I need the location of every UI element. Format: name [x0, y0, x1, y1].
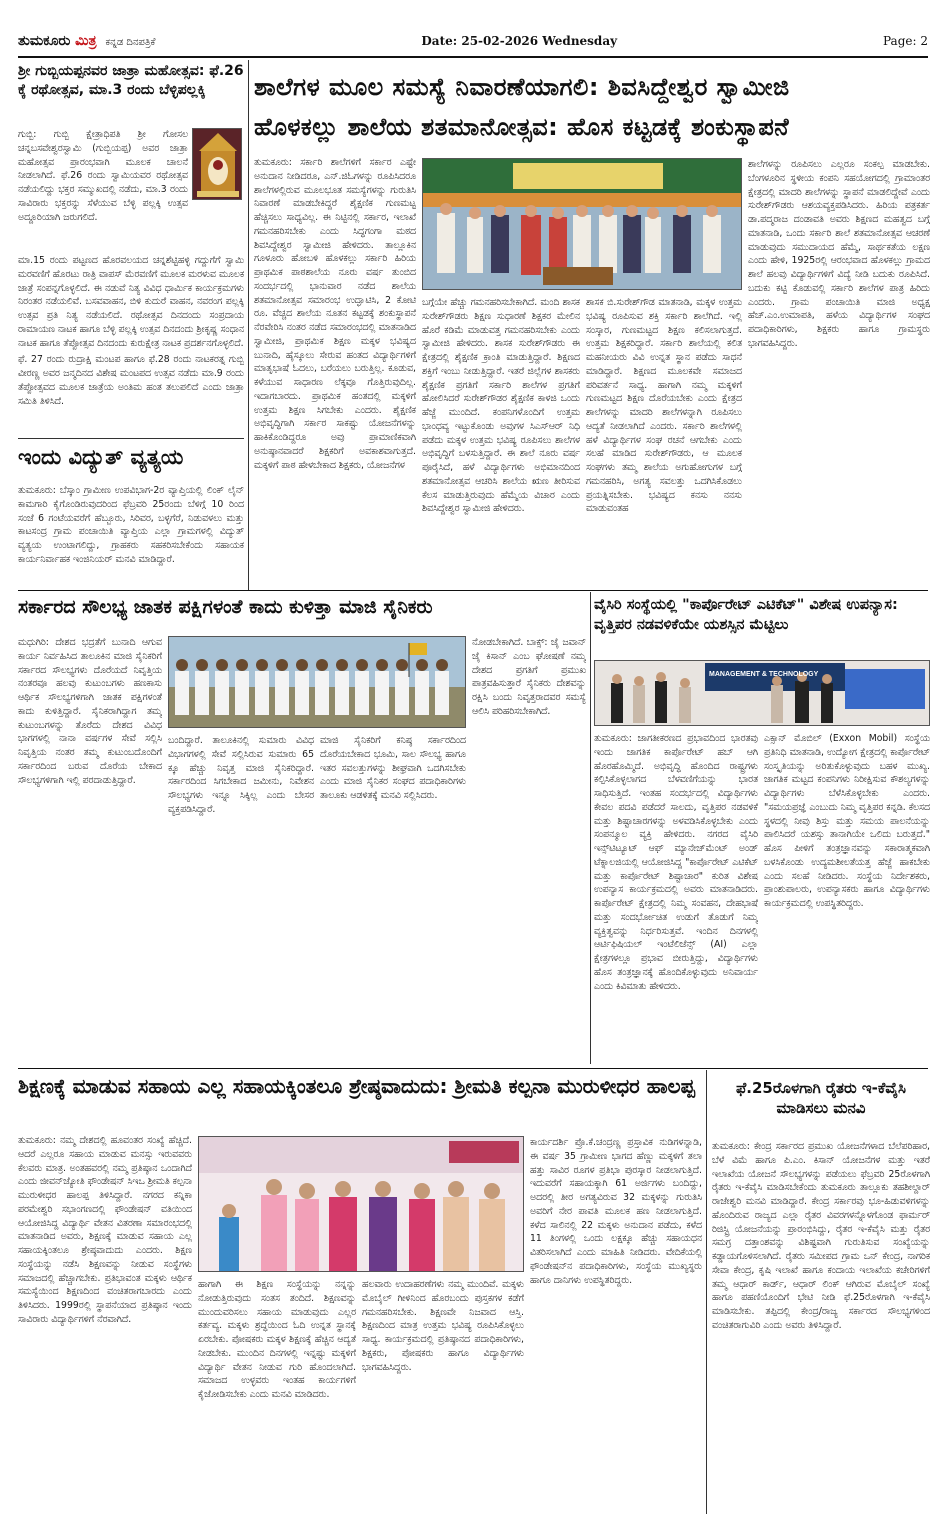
corporate-photo — [594, 660, 930, 726]
temple-paragraph-1: ಮಾ.15 ರಂದು ಪಟ್ಟಣದ ಹೊರವಲಯದ ಚನ್ನಶೆಟ್ಟಿಹಳ್ಳಿ ಗದ್ದುಗೆಗೆ ಸ್ವಾಮಿ ಮರವಣಿಗೆ ಹೊರಟು ರಾತ್ರಿ ವಾಪಸ್ ಮೆರವಣಿಗೆ ಮೂಲಕ ಮರಳುವ ಮೂಲಕ ಜಾತ್ರೆ ಸಂಪನ್ನಗೊಳ್ಳಲಿದೆ. ಈ ನಡುವೆ ನಿತ್ಯ ವಿವಿಧ ಧಾರ್ಮಿಕ ಕಾರ್ಯಕ್ರಮಗಳು ನಿರಂತರ ನಡೆಯಲಿವೆ. ಬಸವವಾಹನ, ಬಿಳಿ ಕುದುರೆ ವಾಹನ, ನವರಂಗ ಪಲ್ಲಕ್ಕಿ ಉತ್ಸವ ಪ್ರತಿ ನಿತ್ಯ ನಡೆಯಲಿದೆ. ರಥೋತ್ಸವ ದಿನದಂದು ಸಂಪ್ರದಾಯ ರಾಮಾಯಣ ನಾಟಕ ಹಾಗೂ ಬೆಳ್ಳಿ ಪಲ್ಲಕ್ಕಿ ಉತ್ಸವ ದಿನದಂದು ಶ್ರೀಕೃಷ್ಣ ಸಂಧಾನ ನಾಟಕ ಹಾಗೂ ತೆಪ್ಪೋತ್ಸವ ದಿನದಂದು ಕುರುಕ್ಷೇತ್ರ ನಾಟಕ ಪ್ರದರ್ಶನಗೊಳ್ಳಲಿದೆ. — [18, 255, 244, 349]
section-rule-2 — [18, 1068, 928, 1069]
soldier-column-2: ಬಂದಿದ್ದಾರೆ. ತಾಲೂಕಿನಲ್ಲಿ ಸುಮಾರು ವಿವಿಧ ವಿಭಾಗಗಳಲ್ಲಿ ಸೇವೆ ಸಲ್ಲಿಸಿರುವ ಸುಮಾರು 65 ಕ್ಕೂ ಹೆಚ್ಚು ನಿವೃತ್ತ ಮಾಜಿ ಸೈನಿಕರಿದ್ದಾರೆ. ಸರ್ಕಾರದಿಂದ ಸಿಗಬೇಕಾದ ಜಮೀನು, ನಿವೇಶನ ಸೌಲಭ್ಯಗಳು ಇನ್ನೂ ಸಿಕ್ಕಿಲ್ಲ ಎಂದು ಬೇಸರ ವ್ಯಕ್ತಪಡಿಸಿದ್ದಾರೆ. — [168, 735, 314, 815]
brand-left: ತುಮಕೂರು — [18, 33, 71, 49]
education-column-1: ತುಮಕೂರು: ನಮ್ಮ ದೇಶದಲ್ಲಿ ಹೂವಂತರ ಸಂಖ್ಯೆ ಹೆಚ್ಚಿದೆ. ಆದರೆ ಎಲ್ಲರೂ ಸಹಾಯ ಮಾಡುವ ಮನಸ್ಸು ಇರುವವರು ಕೆಲವರು ಮಾತ್ರ. ಅಂತಹವರಲ್ಲಿ ನಮ್ಮ ಪ್ರತಿಷ್ಠಾನ ಒಂದಾಗಿದೆ ಎಂದು ಜೀವನ್‌ಜ್ಯೋತಿ ಫೌಂಡೇಷನ್ ಸಿಇಒ ಶ್ರೀಮತಿ ಕಲ್ಪನಾ ಮುರುಳೀಧರ ಹಾಲಪ್ಪ ತಿಳಿಸಿದ್ದಾರೆ. ನಗರದ ಕನ್ನಿಕಾ ಪರಮೇಶ್ವರಿ ಸಭಾಂಗಣದಲ್ಲಿ ಫೌಂಡೇಷನ್ ವತಿಯಿಂದ ಆಯೋಜಿಸಿದ್ದ ವಿದ್ಯಾರ್ಥಿ ವೇತನ ವಿತರಣಾ ಸಮಾರಂಭದಲ್ಲಿ ಮಾತನಾಡಿದ ಅವರು, ಶಿಕ್ಷಣಕ್ಕೆ ಮಾಡುವ ಸಹಾಯ ಎಲ್ಲ ಸಹಾಯಕ್ಕಿಂತಲೂ ಶ್ರೇಷ್ಠವಾದುದು ಎಂದರು. ಶಿಕ್ಷಣ ಸಂಸ್ಥೆಯನ್ನು ನಡೆಸಿ ಶಿಕ್ಷಣವನ್ನು ನೀಡುವ ಸಂಸ್ಥೆಗಳು ಸಮಾಜದಲ್ಲಿ ಹೆಚ್ಚಾಗಬೇಕು. ಪ್ರತಿಭಾವಂತ ಮಕ್ಕಳು ಆರ್ಥಿಕ ಸಮಸ್ಯೆಯಿಂದ ಶಿಕ್ಷಣದಿಂದ ವಂಚಿತರಾಗಬಾರದು ಎಂದು ತಿಳಿಸಿದರು. 1999ರಲ್ಲಿ ಸ್ಥಾಪನೆಯಾದ ಪ್ರತಿಷ್ಠಾನ ಇಂದು ಸಾವಿರಾರು ವಿದ್ಯಾರ್ಥಿಗಳಿಗೆ ನೆರವಾಗಿದೆ. — [18, 1135, 192, 1325]
education-column-4: ಕಾರ್ಯದರ್ಶಿ ಪ್ರೊ.ಕೆ.ಚಂದ್ರಣ್ಣ ಪ್ರಸ್ತಾವಿಕ ನುಡಿಗಳನ್ನಾಡಿ, ಈ ವರ್ಷ 35 ಗ್ರಾಮೀಣ ಭಾಗದ ಹೆಣ್ಣು ಮಕ್ಕಳಿಗೆ ತಲಾ ಹತ್ತು ಸಾವಿರ ರೂಗಳ ಪ್ರತಿಭಾ ಪುರಸ್ಕಾರ ನೀಡಲಾಗುತ್ತಿದೆ. ಇದುವರೆಗೆ ಸಹಾಯಕ್ಕಾಗಿ 61 ಅರ್ಜಿಗಳು ಬಂದಿದ್ದು, ಅದರಲ್ಲಿ ತೀರ ಅಗತ್ಯವಿರುವ 32 ಮಕ್ಕಳನ್ನು ಗುರುತಿಸಿ ಅವರಿಗೆ ನೇರ ಪಾವತಿ ಮೂಲಕ ಹಣ ನೀಡಲಾಗುತ್ತಿದೆ. ಕಳೆದ ಸಾಲಿನಲ್ಲಿ 22 ಮಕ್ಕಳು ಅನುದಾನ ಪಡೆದು, ಕಳೆದ 11 ತಿಂಗಳಲ್ಲಿ ಒಂದು ಲಕ್ಷಕ್ಕೂ ಹೆಚ್ಚು ಸಹಾಯಧನ ವಿತರಿಸಲಾಗಿದೆ ಎಂದು ಮಾಹಿತಿ ನೀಡಿದರು. ವೇದಿಕೆಯಲ್ಲಿ ಫೌಂಡೇಷನ್‌ನ ಪದಾಧಿಕಾರಿಗಳು, ಸಂಸ್ಥೆಯ ಮುಖ್ಯಸ್ಥರು ಹಾಗೂ ದಾನಿಗಳು ಉಪಸ್ಥಿತರಿದ್ದರು. — [530, 1137, 702, 1286]
masthead-rule — [18, 56, 928, 58]
school-headline-2: ಹೊಳಕಲ್ಲು ಶಾಲೆಯ ಶತಮಾನೋತ್ಸವ: ಹೊಸ ಕಟ್ಟಡಕ್ಕೆ ಶಂಕುಸ್ಥಾಪನೆ — [254, 113, 790, 141]
school-event-photo — [422, 158, 742, 290]
corporate-headline: ವೈಸಿರಿ ಸಂಸ್ಥೆಯಲ್ಲಿ "ಕಾರ್ಪೊರೇಟ್ ಎಟಿಕೆಟ್" ವಿಶೇಷ ಉಪನ್ಯಾಸ: ವೃತ್ತಿಪರ ನಡವಳಿಕೆಯೇ ಯಶಸ್ಸಿನ ಮೆಟ್ಟಿಲು — [594, 597, 898, 633]
education-column-2: ಹಾಗಾಗಿ ಈ ಶಿಕ್ಷಣ ಸಂಸ್ಥೆಯನ್ನು ನನ್ನನ್ನು ನೋಡುತ್ತಿರುವುದು ಸಂತಸ ತಂದಿದೆ. ಶಿಕ್ಷಣವನ್ನು ಮುಂದುವರಿಸಲು ಸಹಾಯ ಮಾಡುವುದು ಎಲ್ಲರ ಕರ್ತವ್ಯ. ಮಕ್ಕಳು ಶ್ರದ್ಧೆಯಿಂದ ಓದಿ ಉನ್ನತ ಸ್ಥಾನಕ್ಕೆ ಏರಬೇಕು. ಪೋಷಕರು ಮಕ್ಕಳ ಶಿಕ್ಷಣಕ್ಕೆ ಹೆಚ್ಚಿನ ಆದ್ಯತೆ ನೀಡಬೇಕು. ಮುಂದಿನ ದಿನಗಳಲ್ಲಿ ಇನ್ನಷ್ಟು ಮಕ್ಕಳಿಗೆ ವಿದ್ಯಾರ್ಥಿ ವೇತನ ನೀಡುವ ಗುರಿ ಹೊಂದಲಾಗಿದೆ. ಸಮಾಜದ ಉಳ್ಳವರು ಇಂತಹ ಕಾರ್ಯಗಳಿಗೆ ಕೈಜೋಡಿಸಬೇಕು ಎಂದು ಮನವಿ ಮಾಡಿದರು. — [198, 1279, 356, 1400]
power-headline: ಇಂದು ವಿದ್ಯುತ್ ವ್ಯತ್ಯಯ — [18, 445, 184, 469]
brand-right: ಮಿತ್ರ — [75, 33, 97, 49]
temple-intro: ಗುಬ್ಬಿ: ಗುಬ್ಬಿ ಕ್ಷೇತ್ರಾಧಿಪತಿ ಶ್ರೀ ಗೋಸಲ ಚನ್ನಬಸವೇಶ್ವರಸ್ವಾಮಿ (ಗುಬ್ಬಿಯಪ್ಪ) ಅವರ ಜಾತ್ರಾ ಮಹೋತ್ಸವ ಪ್ರಾರಂಭವಾಗಿ ಮೂಲಕ ಚಾಲನೆ ನೀಡಲಾಗಿದೆ. ಫೆ.26 ರಂದು ಸ್ವಾಮಿಯವರ ರಥೋತ್ಸವ ನಡೆಯಲಿದ್ದು ಭಕ್ತರ ಸಮ್ಮುಖದಲ್ಲಿ ನಡೆದು, ಮಾ.3 ರಂದು ಸಾವಿರಾರು ಭಕ್ತರನ್ನು ಸೆಳೆಯುವ ಬೆಳ್ಳಿ ಪಲ್ಲಕ್ಕಿ ಉತ್ಸವ ಅದ್ದೂರಿಯಾಗಿ ಜರುಗಲಿದೆ. — [18, 129, 188, 223]
soldier-column-4: ನೋಡಬೇಕಾಗಿದೆ. ಬಾಕ್ಸ್: ಜೈ ಜವಾನ್ ಜೈ ಕಿಸಾನ್ ಎಂಬ ಘೋಷಣೆ ನಮ್ಮ ದೇಶದ ಪ್ರಗತಿಗೆ ಪ್ರಮುಖ ಪಾತ್ರವಹಿಸುತ್ತಾರೆ ಸೈನಿಕರು ದೇಶವನ್ನು ರಕ್ಷಿಸಿ ಬಂದು ನಿವೃತ್ತರಾದವರ ಸಮಸ್ಯೆ ಆಲಿಸಿ ಪರಿಹರಿಸಬೇಕಾಗಿದೆ. — [472, 637, 586, 717]
column-divider-3 — [706, 1070, 707, 1514]
soldier-column-3: ಮಾಜಿ ಸೈನಿಕರಿಗೆ ಕನಿಷ್ಠ ಸರ್ಕಾರದಿಂದ ದೊರೆಯಬೇಕಾದ ಭೂಮಿ, ಸಾಲ ಸೌಲಭ್ಯ ಹಾಗೂ ಇತರ ಸವಲತ್ತುಗಳನ್ನು ಶೀಘ್ರವಾಗಿ ಒದಗಿಸಬೇಕು ಎಂದು ಮಾಜಿ ಸೈನಿಕರ ಸಂಘದ ಪದಾಧಿಕಾರಿಗಳು ತಾಲೂಕು ಆಡಳಿತಕ್ಕೆ ಮನವಿ ಸಲ್ಲಿಸಿದರು. — [320, 735, 466, 801]
power-body: ತುಮಕೂರು: ಬೆಸ್ಕಾಂ ಗ್ರಾಮೀಣ ಉಪವಿಭಾಗ-2ರ ವ್ಯಾಪ್ತಿಯಲ್ಲಿ ಲಿಂಕ್ ಲೈನ್ ಕಾಮಗಾರಿ ಕೈಗೊಂಡಿರುವುದರಿಂದ ಫೆಬ್ರವರಿ 25ರಂದು ಬೆಳಿಗ್ಗೆ 10 ರಿಂದ ಸಂಜೆ 6 ಗಂಟೆಯವರೆಗೆ ಹೆಬ್ಬೂರು, ಸಿರಿವರ, ಬಳ್ಳಗೆರೆ, ನಿಡುವಳಲು ಮತ್ತು ಕಾಟಸಂದ್ರ ಗ್ರಾಮ ಪಂಚಾಯಿತಿ ವ್ಯಾಪ್ತಿಯ ಎಲ್ಲಾ ಗ್ರಾಮಗಳಲ್ಲಿ ವಿದ್ಯುತ್ ವ್ಯತ್ಯಯ ಉಂಟಾಗಲಿದ್ದು, ಗ್ರಾಹಕರು ಸಹಕರಿಸಬೇಕೆಂದು ಸಹಾಯಕ ಕಾರ್ಯನಿರ್ವಾಹಕ ಇಂಜಿನಿಯರ್ ಮನವಿ ಮಾಡಿದ್ದಾರೆ. — [18, 485, 244, 565]
temple-headline: ಶ್ರೀ ಗುಬ್ಬಿಯಪ್ಪನವರ ಜಾತ್ರಾ ಮಹೋತ್ಸವ: ಫೆ.26 ಕ್ಕೆ ರಥೋತ್ಸವ, ಮಾ.3 ರಂದು ಬೆಳ್ಳಿಪಲ್ಲಕ್ಕಿ — [18, 63, 244, 98]
temple-paragraph-2: ಫೆ. 27 ರಂದು ರುದ್ರಾಕ್ಷಿ ಮಂಟಪ ಹಾಗೂ ಫೆ.28 ರಂದು ನಾಟಕರತ್ನ ಗುಬ್ಬಿ ವೀರಣ್ಣ ಅವರ ಜನ್ಮದಿನದ ವಿಶೇಷ ಮಂಟಪದ ಉತ್ಸವ ನಡೆದು ಮಾ.9 ರಂದು ತೆಪ್ಪೋತ್ಸವದ ಮೂಲಕ ಜಾತ್ರೆಯ ಅಂತಿಮ ಹಂತ ತಲುಪಲಿದೆ ಎಂದು ಜಾತ್ರಾ ಸಮಿತಿ ತಿಳಿಸಿದೆ. — [18, 354, 244, 407]
issue-date: Date: 25-02-2026 Wednesday — [421, 34, 618, 48]
farmers-headline: ಫೆ.25ರೊಳಗಾಗಿ ರೈತರು ಇ-ಕೆವೈಸಿ ಮಾಡಿಸಲು ಮನವಿ — [736, 1079, 906, 1118]
school-column-1: ತುಮಕೂರು: ಸರ್ಕಾರಿ ಶಾಲೆಗಳಿಗೆ ಸರ್ಕಾರ ಎಷ್ಟೇ ಅನುದಾನ ನೀಡಿದರೂ, ಎನ್.ಜಿಓಗಳನ್ನು ರೂಪಿಸಿದರೂ ಶಾಲೆಗಳಲ್ಲಿರುವ ಮೂಲಭೂತ ಸಮಸ್ಯೆಗಳನ್ನು ಗುರುತಿಸಿ ನಿವಾರಣೆ ಮಾಡಬೇಕಿದ್ದರೆ ಶೈಕ್ಷಣಿಕ ಗುಣಮಟ್ಟ ಹೆಚ್ಚಿಸಲು ಸಾಧ್ಯವಿಲ್ಲ. ಈ ನಿಟ್ಟಿನಲ್ಲಿ ಸರ್ಕಾರ, ಇಲಾಖೆ ಗಮನಹರಿಸಬೇಕು ಎಂದು ಸಿದ್ಧಗಂಗಾ ಮಠದ ಶಿವಸಿದ್ದೇಶ್ವರ ಸ್ವಾಮೀಜಿ ಹೇಳಿದರು. ತಾಲ್ಲೂಕಿನ ಗೂಳೂರು ಹೋಬಳಿ ಹೊಳಕಲ್ಲು ಸರ್ಕಾರಿ ಹಿರಿಯ ಪ್ರಾಥಮಿಕ ಪಾಠಶಾಲೆಯ ನೂರು ವರ್ಷ ತುಂಬಿದ ಸಂದರ್ಭದಲ್ಲಿ ಭಾನುವಾರ ನಡೆದ ಶಾಲೆಯ ಶತಮಾನೋತ್ಸವ ಸಮಾರಂಭ ಉದ್ಘಾಟಿಸಿ, 2 ಕೋಟಿ ರೂ. ವೆಚ್ಚದ ಶಾಲೆಯ ನೂತನ ಕಟ್ಟಡಕ್ಕೆ ಶಂಕುಸ್ಥಾಪನೆ ನೆರವೇರಿಸಿ ನಂತರ ನಡೆದ ಸಮಾರಂಭದಲ್ಲಿ ಮಾತನಾಡಿದ ಸ್ವಾಮೀಜಿ, ಪ್ರಾಥಮಿಕ ಶಿಕ್ಷಣ ಮಕ್ಕಳ ಭವಿಷ್ಯದ ಬುನಾದಿ, ಹೈಸ್ಕೂಲು ಸೇರುವ ಹಂತದ ವಿದ್ಯಾರ್ಥಿಗಳಿಗೆ ಮಾತೃಭಾಷೆ ಓದಲು, ಬರೆಯಲು ಬರುತ್ತಿಲ್ಲ. ಕೂಡುವ, ಕಳೆಯುವ ಸಾಧಾರಣ ಲೆಕ್ಕವೂ ಗೊತ್ತಿರುವುದಿಲ್ಲ. ಇದಾಗಬಾರದು. ಪ್ರಾಥಮಿಕ ಹಂತದಲ್ಲಿ ಮಕ್ಕಳಿಗೆ ಉತ್ತಮ ಶಿಕ್ಷಣ ಸಿಗಬೇಕು ಎಂದರು. ಶೈಕ್ಷಣಿಕ ಅಭಿವೃದ್ಧಿಗಾಗಿ ಸರ್ಕಾರ ಸಾಕಷ್ಟು ಯೋಜನೆಗಳನ್ನು ಹಾಕಿಕೊಂಡಿದ್ದರೂ ಅವು ಪ್ರಾಮಾಣಿಕವಾಗಿ ಅನುಷ್ಠಾನವಾದರೆ ಶಿಕ್ಷಕರಿಗೆ ಅವಕಾಶವಾಗುತ್ತದೆ. ಮಕ್ಕಳಿಗೆ ಪಾಠ ಹೇಳಬೇಕಾದ ಶಿಕ್ಷಕರು, ಯೋಜನೆಗಳ — [254, 157, 416, 471]
soldier-column-1: ಮಧುಗಿರಿ: ದೇಶದ ಭದ್ರತೆಗೆ ಬುನಾದಿ ಆಗುವ ಕಾರ್ಯ ನಿರ್ವಹಿಸಿದ ತಾಲೂಕಿನ ಮಾಜಿ ಸೈನಿಕರಿಗೆ ಸರ್ಕಾರದ ಸೌಲಭ್ಯಗಳು ದೊರೆಯದೆ ನಿವೃತ್ತಿಯ ನಂತರವೂ ಹಲವು ಕುಟುಂಬಗಳು ಹಣಕಾಸು ಆರ್ಥಿಕ ಸೌಲಭ್ಯಗಳಿಗಾಗಿ ಜಾತಕ ಪಕ್ಷಿಗಳಂತೆ ಕಾದು ಕುಳಿತ್ತಿದ್ದಾರೆ. ಸೈನಿಕರಾಗಿದ್ದಾಗ ತಮ್ಮ ಕುಟುಂಬಗಳನ್ನು ತೊರೆದು ದೇಶದ ವಿವಿಧ ಭಾಗಗಳಲ್ಲಿ ನಾನಾ ವರ್ಷಗಳ ಸೇವೆ ಸಲ್ಲಿಸಿ ನಿವೃತ್ತಿಯ ನಂತರ ತಮ್ಮ ಕುಟುಂಬದೊಂದಿಗೆ ಸರ್ಕಾರದಿಂದ ಬರುವ ದೊರೆಯ ಬೇಕಾದ ಸೌಲಭ್ಯಗಳಿಗಾಗಿ ಇಲ್ಲಿ ಪರದಾಡುತ್ತಿದ್ದಾರೆ. — [18, 637, 162, 786]
farmers-body: ತುಮಕೂರು: ಕೇಂದ್ರ ಸರ್ಕಾರದ ಪ್ರಮುಖ ಯೋಜನೆಗಳಾದ ಬೆಲೆಪರಿಹಾರ, ಬೆಳೆ ವಿಮೆ ಹಾಗೂ ಪಿ.ಎಂ. ಕಿಸಾನ್ ಯೋಜನೆಗಳ ಮತ್ತು ಇತರೆ ಇಲಾಖೆಯ ಯೋಜನೆ ಸೌಲಭ್ಯಗಳನ್ನು ಪಡೆಯಲು ಫೆಬ್ರವರಿ 25ರೊಳಗಾಗಿ ರೈತರು ಇ-ಕೆವೈಸಿ ಮಾಡಿಸಬೇಕೆಂದು ತುಮಕೂರು ತಾಲ್ಲೂಕು ತಹಶೀಲ್ದಾರ್ ರಾಜೇಶ್ವರಿ ಮನವಿ ಮಾಡಿದ್ದಾರೆ. ಕೇಂದ್ರ ಸರ್ಕಾರವು ಭೂ-ಹಿಡುವಳಿಗಳನ್ನು ಹೊಂದಿರುವ ರಾಜ್ಯದ ಎಲ್ಲಾ ರೈತರ ವಿವರಗಳನ್ನೊಳಗೊಂಡ ಫಾರ್ಮರ್ ರಿಜಿಸ್ಟ್ರಿ ಯೋಜನೆಯನ್ನು ಪ್ರಾರಂಭಿಸಿದ್ದು, ರೈತರ ಇ-ಕೆವೈಸಿ ಮತ್ತು ರೈತರ ಸಮಗ್ರ ದತ್ತಾಂಶವನ್ನು ವಿಶಿಷ್ಟವಾಗಿ ಗುರುತಿಸುವ ಸಂಖ್ಯೆಯನ್ನು ಕಡ್ಡಾಯಗೊಳಿಸಲಾಗಿದೆ. ರೈತರು ಸಮೀಪದ ಗ್ರಾಮ ಒನ್ ಕೇಂದ್ರ, ನಾಗರಿಕ ಸೇವಾ ಕೇಂದ್ರ, ಕೃಷಿ ಇಲಾಖೆ ಹಾಗೂ ಕಂದಾಯ ಇಲಾಖೆಯ ಕಚೇರಿಗಳಿಗೆ ತಮ್ಮ ಆಧಾರ್ ಕಾರ್ಡ್, ಆಧಾರ್ ಲಿಂಕ್ ಆಗಿರುವ ಮೊಬೈಲ್ ಸಂಖ್ಯೆ ಹಾಗೂ ಪಹಣಿಯೊಂದಿಗೆ ಭೇಟಿ ನೀಡಿ ಫೆ.25ರೊಳಗಾಗಿ ಇ-ಕೆವೈಸಿ ಮಾಡಿಸಬೇಕು. ತಪ್ಪಿದಲ್ಲಿ ಕೇಂದ್ರ/ರಾಜ್ಯ ಸರ್ಕಾರದ ಸೌಲಭ್ಯಗಳಿಂದ ವಂಚಿತರಾಗುವಿರಿ ಎಂದು ಅವರು ತಿಳಿಸಿದ್ದಾರೆ. — [712, 1141, 930, 1331]
column-divider — [248, 60, 249, 590]
page-number: Page: 2 — [883, 34, 928, 48]
soldier-headline: ಸರ್ಕಾರದ ಸೌಲಭ್ಯ ಜಾತಕ ಪಕ್ಷಿಗಳಂತೆ ಕಾದು ಕುಳಿತ್ತಾ ಮಾಜಿ ಸೈನಿಕರು — [18, 596, 433, 618]
veterans-group-photo-icon — [169, 637, 466, 728]
soldier-photo — [168, 636, 466, 728]
seminar-banner-text: MANAGEMENT & TECHNOLOGY — [709, 671, 819, 678]
ceremony-photo-icon — [423, 159, 742, 290]
school-column-3: ಶಾಸಕ ಬಿ.ಸುರೇಶ್‌ಗೌಡ ಮಾತನಾಡಿ, ಮಕ್ಕಳ ಉತ್ತಮ ಭವಿಷ್ಯ ರೂಪಿಸುವ ಶಕ್ತಿ ಸರ್ಕಾರಿ ಶಾಲೆಗಿದೆ. ಇಲ್ಲಿ ಸಂಸ್ಕಾರ, ಗುಣಮಟ್ಟದ ಶಿಕ್ಷಣ ಕಲಿಸಲಾಗುತ್ತದೆ. ಉತ್ತಮ ಶಿಕ್ಷಕರಿದ್ದಾರೆ. ಸರ್ಕಾರಿ ಶಾಲೆಯಲ್ಲಿ ಕಲಿತ ಮಹನೀಯರು ವಿವಿ ಉನ್ನತ ಸ್ಥಾನ ಪಡೆದು ಸಾಧನೆ ಮಾಡಿದ್ದಾರೆ. ಶಿಕ್ಷಣದ ಮೂಲಕವೇ ಸಮಾಜದ ಪರಿವರ್ತನೆ ಸಾಧ್ಯ. ಹಾಗಾಗಿ ನಮ್ಮ ಮಕ್ಕಳಿಗೆ ಗುಣಮಟ್ಟದ ಶಿಕ್ಷಣ ದೊರೆಯಬೇಕು ಎಂದು ಕ್ಷೇತ್ರದ ಶಾಲೆಗಳನ್ನು ಮಾದರಿ ಶಾಲೆಗಳನ್ನಾಗಿ ರೂಪಿಸಲು ಆದ್ಯತೆ ನೀಡಲಾಗಿದೆ ಎಂದರು. ಸರ್ಕಾರಿ ಶಾಲೆಗಳಲ್ಲಿ ಹಳೆ ವಿದ್ಯಾರ್ಥಿಗಳ ಸಂಘ ರಚನೆ ಆಗಬೇಕು ಎಂದು ಸಲಹೆ ಮಾಡಿದ ಸುರೇಶ್‌ಗೌಡರು, ಆ ಮೂಲಕ ಸಂಘಗಳು ತಮ್ಮ ಶಾಲೆಯ ಅಗುಹೋಗುಗಳ ಬಗ್ಗೆ ಗಮನಹರಿಸಿ, ಅಗತ್ಯ ಸವಲತ್ತು ಒದಗಿಸಿಕೊಡಲು ಪ್ರಯತ್ನಿಸಬೇಕು. ಭವಿಷ್ಯದ ಕನಸು ನನಸು ಮಾಡುವಂತಹ — [586, 297, 742, 515]
education-photo — [198, 1136, 524, 1272]
left-divider — [18, 438, 244, 439]
education-column-3: ಹಲವಾರು ಉದಾಹರಣೆಗಳು ನಮ್ಮ ಮುಂದಿವೆ. ಮಕ್ಕಳು ಮೊಬೈಲ್ ಗೀಳಿನಿಂದ ಹೊರಬಂದು ಪುಸ್ತಕಗಳ ಕಡೆಗೆ ಗಮನಹರಿಸಬೇಕು. ಶಿಕ್ಷಣವೇ ನಿಜವಾದ ಆಸ್ತಿ. ಶಿಕ್ಷಣದಿಂದ ಮಾತ್ರ ಉತ್ತಮ ಭವಿಷ್ಯ ರೂಪಿಸಿಕೊಳ್ಳಲು ಸಾಧ್ಯ. ಕಾರ್ಯಕ್ರಮದಲ್ಲಿ ಪ್ರತಿಷ್ಠಾನದ ಪದಾಧಿಕಾರಿಗಳು, ಶಿಕ್ಷಕರು, ಪೋಷಕರು ಹಾಗೂ ವಿದ್ಯಾರ್ಥಿಗಳು ಭಾಗವಹಿಸಿದ್ದರು. — [362, 1279, 524, 1373]
brand-tagline: ಕನ್ನಡ ದಿನಪತ್ರಿಕೆ — [105, 37, 156, 48]
newspaper-brand — [18, 33, 155, 49]
temple-photo — [192, 128, 242, 200]
column-divider-2 — [590, 592, 591, 1064]
education-headline: ಶಿಕ್ಷಣಕ್ಕೆ ಮಾಡುವ ಸಹಾಯ ಎಲ್ಲ ಸಹಾಯಕ್ಕಿಂತಲೂ ಶ್ರೇಷ್ಠವಾದುದು: ಶ್ರೀಮತಿ ಕಲ್ಪನಾ ಮುರುಳೀಧರ ಹಾಲಪ್ಪ — [18, 1074, 695, 1098]
school-column-4: ಶಾಲೆಗಳನ್ನು ರೂಪಿಸಲು ಎಲ್ಲರೂ ಸಂಕಲ್ಪ ಮಾಡಬೇಕು. ಬೆಂಗಳೂರಿನ ಸ್ಥಳೀಯ ಕಂಪನಿ ಸಹಯೋಗದಲ್ಲಿ ಗ್ರಾಮಾಂತರ ಕ್ಷೇತ್ರದಲ್ಲಿ ಮಾದರಿ ಶಾಲೆಗಳನ್ನು ಸ್ಥಾಪನೆ ಮಾಡಲಿದ್ದೇವೆ ಎಂದು ಸುರೇಶ್‌ಗೌಡರು ಆಶಯವ್ಯಕ್ತಪಡಿಸಿದರು. ಹಿರಿಯ ಪತ್ರಕರ್ತ ಡಾ.ಪದ್ಮರಾಜ ದಂಡಾವತಿ ಅವರು ಶಿಕ್ಷಣದ ಮಹತ್ವದ ಬಗ್ಗೆ ಮಾತನಾಡಿ, ಒಂದು ಸರ್ಕಾರಿ ಶಾಲೆ ಶತಮಾನೋತ್ಸವ ಆಚರಣೆ ಮಾಡುವುದು ಸಮುದಾಯದ ಹೆಮ್ಮೆ, ಸಾರ್ಥಕತೆಯ ಲಕ್ಷಣ ಎಂದು ಹೇಳಿ, 1925ರಲ್ಲಿ ಆರಂಭವಾದ ಹೊಳಕಲ್ಲು ಗ್ರಾಮದ ಶಾಲೆ ಹಲವು ವಿದ್ಯಾರ್ಥಿಗಳಿಗೆ ವಿದ್ಯೆ ನೀಡಿ ಬದುಕು ರೂಪಿಸಿದೆ. ಬದುಕು ಕಟ್ಟಿ ಕೊಡುವಲ್ಲಿ ಸರ್ಕಾರಿ ಶಾಲೆಗಳ ಪಾತ್ರ ಹಿರಿದು ಎಂದರು. ಗ್ರಾಮ ಪಂಚಾಯಿತಿ ಮಾಜಿ ಅಧ್ಯಕ್ಷ ಹೆಚ್.ಎಂ.ಉಮಾಪತಿ, ಹಳೆಯ ವಿದ್ಯಾರ್ಥಿಗಳ ಸಂಘದ ಪದಾಧಿಕಾರಿಗಳು, ಶಿಕ್ಷಕರು ಹಾಗೂ ಗ್ರಾಮಸ್ಥರು ಭಾಗವಹಿಸಿದ್ದರು. — [748, 159, 930, 349]
section-rule-1 — [18, 590, 928, 591]
deity-shrine-icon — [193, 129, 242, 200]
corporate-column-1: ತುಮಕೂರು: ಜಾಗತೀಕರಣದ ಪ್ರಭಾವದಿಂದ ಭಾರತವು ಇಂದು ಜಾಗತಿಕ ಕಾರ್ಪೊರೇಟ್ ಹಬ್ ಆಗಿ ಹೊರಹೊಮ್ಮಿದೆ. ಅಭಿವೃದ್ಧಿ ಹೊಂದಿದ ರಾಷ್ಟ್ರಗಳು ಕಲ್ಪಿಸಿಕೊಳ್ಳಲಾಗದ ಬೆಳವಣಿಗೆಯನ್ನು ಭಾರತ ಸಾಧಿಸುತ್ತಿದೆ. ಇಂತಹ ಸಂದರ್ಭದಲ್ಲಿ ವಿದ್ಯಾರ್ಥಿಗಳು ಕೇವಲ ಪದವಿ ಪಡೆದರೆ ಸಾಲದು, ವೃತ್ತಿಪರ ನಡವಳಿಕೆ ಮತ್ತು ಶಿಷ್ಟಾಚಾರಗಳನ್ನು ಅಳವಡಿಸಿಕೊಳ್ಳಬೇಕು ಎಂದು ಸಂಪನ್ಮೂಲ ವ್ಯಕ್ತಿ ಹೇಳಿದರು. ನಗರದ ವೈಸಿರಿ ಇನ್ಸ್‌ಟಿಟ್ಯೂಟ್ ಆಫ್ ಮ್ಯಾನೇಜ್‌ಮೆಂಟ್ ಅಂಡ್ ಟೆಕ್ನಾಲಜಿಯಲ್ಲಿ ಆಯೋಜಿಸಿದ್ದ "ಕಾರ್ಪೊರೇಟ್ ಎಟಿಕೆಟ್ ಮತ್ತು ಕಾರ್ಪೊರೇಟ್ ಶಿಷ್ಟಾಚಾರ" ಕುರಿತ ವಿಶೇಷ ಉಪನ್ಯಾಸ ಕಾರ್ಯಕ್ರಮದಲ್ಲಿ ಅವರು ಮಾತನಾಡಿದರು. ಕಾರ್ಪೊರೇಟ್ ಕ್ಷೇತ್ರದಲ್ಲಿ ನಿಮ್ಮ ಸಂವಹನ, ದೇಹಭಾಷೆ ಮತ್ತು ಸಂದರ್ಭೋಚಿತ ಉಡುಗೆ ತೊಡುಗೆ ನಿಮ್ಮ ವ್ಯಕ್ತಿತ್ವವನ್ನು ನಿರ್ಧರಿಸುತ್ತವೆ. ಇಂದಿನ ದಿನಗಳಲ್ಲಿ ಆರ್ಟಿಫಿಷಿಯಲ್ ಇಂಟೆಲಿಜೆನ್ಸ್ (AI) ಎಲ್ಲಾ ಕ್ಷೇತ್ರಗಳಲ್ಲೂ ಪ್ರಭಾವ ಬೀರುತ್ತಿದ್ದು, ವಿದ್ಯಾರ್ಥಿಗಳು ಹೊಸ ತಂತ್ರಜ್ಞಾನಕ್ಕೆ ಹೊಂದಿಕೊಳ್ಳುವುದು ಅನಿವಾರ್ಯ ಎಂದು ಕಿವಿಮಾತು ಹೇಳಿದರು. — [594, 733, 758, 992]
scholarship-event-photo-icon — [199, 1137, 524, 1272]
masthead — [18, 30, 928, 52]
corporate-column-2: ಎಕ್ಸಾನ್ ಮೊಬಿಲ್ (Exxon Mobil) ಸಂಸ್ಥೆಯ ಪ್ರತಿನಿಧಿ ಮಾತನಾಡಿ, ಉದ್ಯೋಗ ಕ್ಷೇತ್ರದಲ್ಲಿ ಕಾರ್ಪೊರೇಟ್ ಸಂಸ್ಕೃತಿಯನ್ನು ಅರಿತುಕೊಳ್ಳುವುದು ಬಹಳ ಮುಖ್ಯ. ಜಾಗತಿಕ ಮಟ್ಟದ ಕಂಪನಿಗಳು ನಿರೀಕ್ಷಿಸುವ ಕೌಶಲ್ಯಗಳನ್ನು ವಿದ್ಯಾರ್ಥಿಗಳು ಬೆಳೆಸಿಕೊಳ್ಳಬೇಕು ಎಂದರು. "ಸಮಯಪ್ರಜ್ಞೆ ಎಂಬುದು ನಿಮ್ಮ ವೃತ್ತಿಪರ ಕನ್ನಡಿ. ಕೆಲಸದ ಸ್ಥಳದಲ್ಲಿ ನೀವು ಶಿಸ್ತು ಮತ್ತು ಸಮಯ ಪಾಲನೆಯನ್ನು ಪಾಲಿಸಿದರೆ ಯಶಸ್ಸು ತಾನಾಗಿಯೇ ಒಲಿದು ಬರುತ್ತದೆ." ಹೊಸ ಪೀಳಿಗೆ ತಂತ್ರಜ್ಞಾನವನ್ನು ಸಕಾರಾತ್ಮಕವಾಗಿ ಬಳಸಿಕೊಂಡು ಉದ್ಯಮಶೀಲತೆಯತ್ತ ಹೆಜ್ಜೆ ಹಾಕಬೇಕು ಎಂದು ಸಲಹೆ ನೀಡಿದರು. ಸಂಸ್ಥೆಯ ನಿರ್ದೇಶಕರು, ಪ್ರಾಂಶುಪಾಲರು, ಉಪನ್ಯಾಸಕರು ಹಾಗೂ ವಿದ್ಯಾರ್ಥಿಗಳು ಕಾರ್ಯಕ್ರಮದಲ್ಲಿ ಉಪಸ್ಥಿತರಿದ್ದರು. — [764, 733, 930, 909]
school-headline-1: ಶಾಲೆಗಳ ಮೂಲ ಸಮಸ್ಯೆ ನಿವಾರಣೆಯಾಗಲಿ: ಶಿವಸಿದ್ದೇಶ್ವರ ಸ್ವಾಮೀಜಿ — [254, 73, 790, 101]
school-column-2: ಬಗ್ಗೆಯೇ ಹೆಚ್ಚು ಗಮನಹರಿಸಬೇಕಾಗಿದೆ. ಮಂದಿ ಶಾಸಕ ಸುರೇಶ್‌ಗೌಡರು ಶಿಕ್ಷಣ ಸುಧಾರಣೆ ಶಿಕ್ಷಕರ ಮೇಲಿನ ಹೊರೆ ಕಡಿಮೆ ಮಾಡುವತ್ತ ಗಮನಹರಿಸಬೇಕು ಎಂದು ಸ್ವಾಮೀಜಿ ಹೇಳಿದರು. ಶಾಸಕ ಸುರೇಶ್‌ಗೌಡರು ಈ ಕ್ಷೇತ್ರದಲ್ಲಿ ಶೈಕ್ಷಣಿಕ ಕ್ರಾಂತಿ ಮಾಡುತ್ತಿದ್ದಾರೆ. ಶಿಕ್ಷಣದ ಶಕ್ತಿಗೆ ಇಂಬು ನೀಡುತ್ತಿದ್ದಾರೆ. ಇತರೆ ಜಿಲ್ಲೆಗಳ ಶಾಸಕರು ಶೈಕ್ಷಣಿಕ ಪ್ರಗತಿಗೆ ಸರ್ಕಾರಿ ಶಾಲೆಗಳ ಪ್ರಗತಿಗೆ ಹೋಲಿಸಿದರೆ ಸುರೇಶ್‌ಗೌಡರ ಶೈಕ್ಷಣಿಕ ಕಾಳಜಿ ಒಂದು ಹೆಜ್ಜೆ ಮುಂದಿದೆ. ಕಂಪನಿಗಳೊಂದಿಗೆ ಉತ್ತಮ ಭಾಂಧವ್ಯ ಇಟ್ಟುಕೊಂಡು ಅವುಗಳ ಸಿಎಸ್‌ಆರ್ ನಿಧಿ ಪಡೆದು ಮಕ್ಕಳ ಉತ್ತಮ ಭವಿಷ್ಯ ರೂಪಿಸಲು ಶಾಲೆಗಳ ಅಭಿವೃದ್ಧಿಗೆ ಬಳಸುತ್ತಿದ್ದಾರೆ. ಈ ಶಾಲೆ ನೂರು ವರ್ಷ ಪೂರೈಸಿದೆ, ಹಳೆ ವಿದ್ಯಾರ್ಥಿಗಳು ಅಭಿಮಾನದಿಂದ ಶತಮಾನೋತ್ಸವ ಆಚರಿಸಿ ಶಾಲೆಯ ಋಣ ತೀರಿಸುವ ಕೆಲಸ ಮಾಡುತ್ತಿರುವುದು ಹೆಮ್ಮೆಯ ವಿಚಾರ ಎಂದು ಶಿವಸಿದ್ದೇಶ್ವರ ಸ್ವಾಮೀಜಿ ಹೇಳಿದರು. — [422, 297, 580, 515]
